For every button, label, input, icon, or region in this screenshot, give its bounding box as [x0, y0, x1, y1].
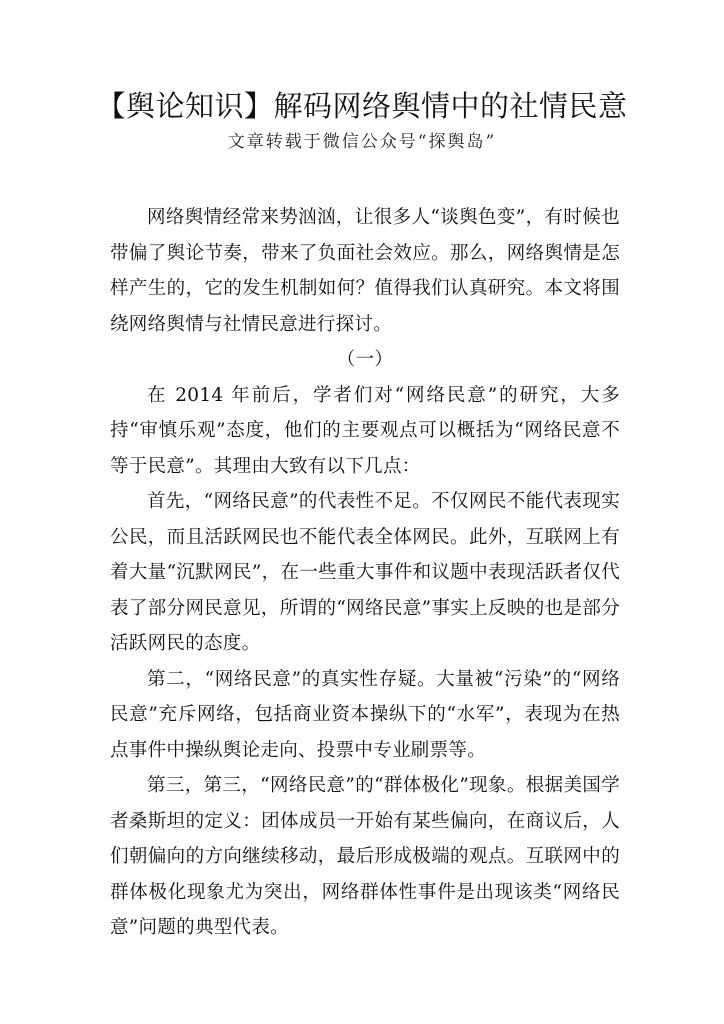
paragraph-point-first: 首先，“网络民意”的代表性不足。不仅网民不能代表现实公民，而且活跃网民也不能代表全体网民。此外，互联网上有着大量“沉默网民”，在一些重大事件和议题中表现活跃者仅代表了部分网民意见，所谓的“网络民意”事实上反映的也是部分活跃网民的态度。	[110, 491, 620, 654]
paragraph-point-third: 第三，第三，“网络民意”的“群体极化”现象。根据美国学者桑斯坦的定义：团体成员一开始有某些偏向，在商议后，人们朝偏向的方向继续移动，最后形成极端的观点。互联网中的群体极化现象尤为突出，网络群体性事件是出现该类“网络民意”问题的典型代表。	[110, 775, 620, 938]
paragraph-research-overview: 在 2014 年前后，学者们对“网络民意”的研究，大多持“审慎乐观”态度，他们的主要观点可以概括为“网络民意不等于民意”。其理由大致有以下几点：	[110, 384, 620, 477]
page-title: 【舆论知识】解码网络舆情中的社情民意	[96, 89, 628, 123]
page-subtitle: 文章转载于微信公众号“探舆岛”	[227, 132, 497, 152]
paragraph-point-second: 第二，“网络民意”的真实性存疑。大量被“污染”的“网络民意”充斥网络，包括商业资本操纵下的“水军”，表现为在热点事件中操纵舆论走向、投票中专业刷票等。	[110, 668, 620, 761]
article-body	[110, 200, 620, 946]
section-heading-1: （一）	[336, 349, 394, 370]
paragraph-intro: 网络舆情经常来势汹汹，让很多人“谈舆色变”，有时候也带偏了舆论节奏，带来了负面社会效应。那么，网络舆情是怎样产生的，它的发生机制如何？值得我们认真研究。本文将围绕网络舆情与社情民意进行探讨。	[110, 207, 620, 335]
